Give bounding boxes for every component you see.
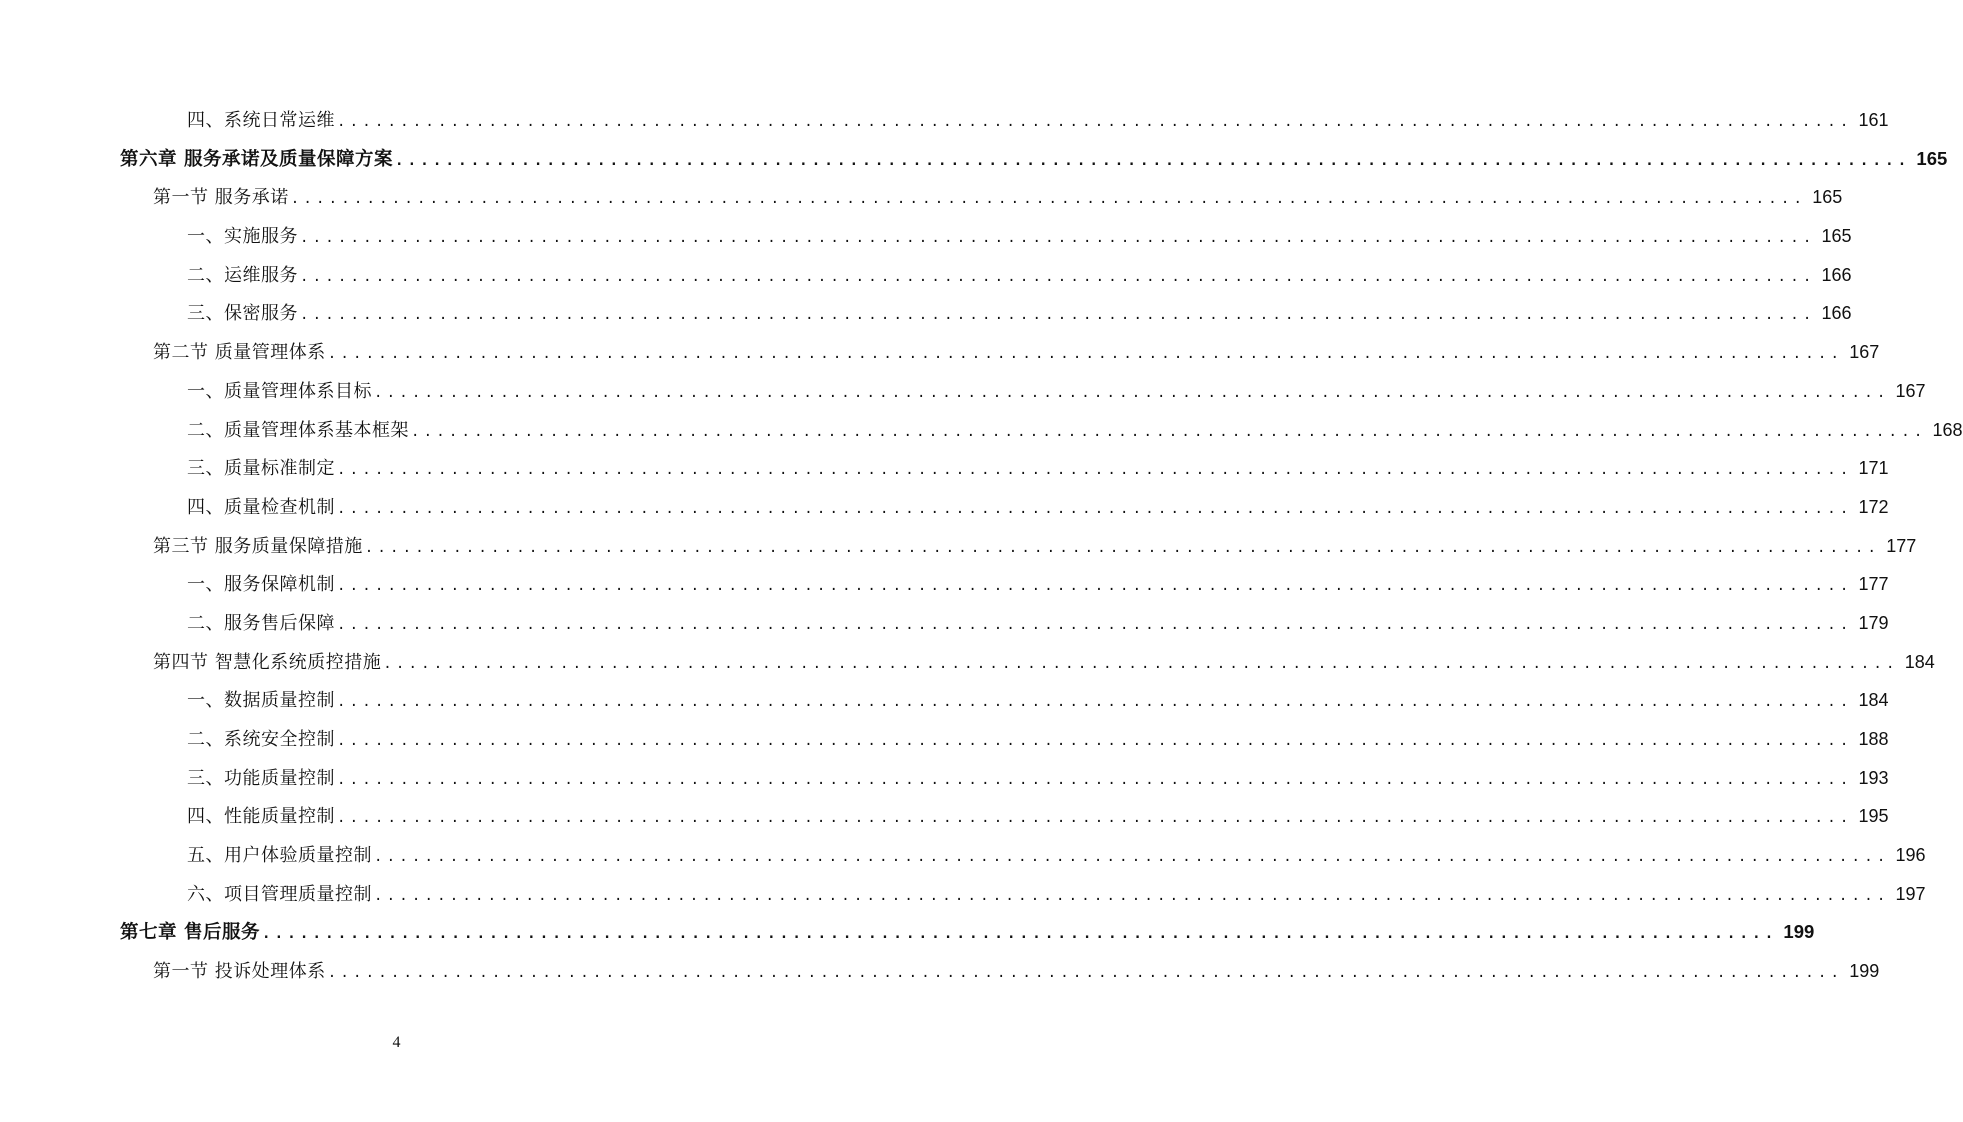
toc-leader-dots: ........................................................................................................................	[300, 268, 1816, 285]
toc-entry-page: 193	[1858, 767, 1889, 788]
toc-entry-label: 五、用户体验质量控制	[187, 845, 372, 867]
toc-leader-dots: ........................................................................................................................	[374, 384, 1890, 401]
toc-entry-label: 二、系统安全控制	[187, 729, 335, 750]
toc-entry-page: 166	[1821, 303, 1852, 324]
toc-entry-page: 179	[1858, 612, 1889, 633]
toc-entry-page: 199	[1783, 921, 1815, 943]
toc-subsection-entry[interactable]	[0, 217, 1852, 256]
toc-entry-label: 二、运维服务	[187, 264, 298, 286]
toc-subsection-entry[interactable]	[0, 720, 1889, 759]
toc-section-entry[interactable]	[0, 333, 1880, 372]
toc-entry-label: 第七章 售后服务	[120, 922, 260, 944]
table-of-contents	[0, 101, 1963, 991]
toc-leader-dots: ........................................................................................................................	[337, 578, 1853, 595]
toc-entry-label: 二、服务售后保障	[187, 612, 335, 634]
toc-entry-page: 168	[1932, 419, 1963, 440]
toc-section-entry[interactable]	[0, 643, 1935, 682]
toc-entry-page: 172	[1858, 496, 1889, 517]
toc-chapter-entry[interactable]	[0, 913, 1815, 952]
toc-entry-page: 184	[1904, 651, 1935, 672]
toc-leader-dots: ........................................................................................................................	[337, 810, 1853, 827]
toc-section-entry[interactable]	[0, 178, 1843, 217]
toc-entry-page: 165	[1916, 147, 1948, 169]
toc-entry-label: 四、质量检查机制	[187, 496, 335, 518]
toc-leader-dots: ........................................................................................................................	[337, 462, 1853, 479]
toc-entry-page: 177	[1858, 574, 1889, 595]
toc-entry-label: 二、质量管理体系基本框架	[187, 419, 409, 441]
toc-subsection-entry[interactable]	[0, 488, 1889, 527]
toc-entry-page: 161	[1858, 110, 1889, 130]
toc-entry-label: 四、性能质量控制	[187, 806, 335, 828]
toc-entry-page: 199	[1849, 961, 1880, 982]
toc-leader-dots: ........................................................................................................................	[383, 655, 1899, 672]
toc-section-entry[interactable]	[0, 527, 1917, 566]
toc-entry-label: 第二节 质量管理体系	[153, 342, 326, 364]
toc-entry-label: 第一节 服务承诺	[153, 187, 289, 209]
toc-subsection-entry[interactable]	[0, 759, 1889, 798]
toc-leader-dots: ........................................................................................................................	[300, 230, 1816, 247]
toc-leader-dots: ........................................................................................................................	[290, 191, 1807, 208]
toc-entry-page: 195	[1858, 806, 1889, 827]
toc-entry-label: 三、功能质量控制	[187, 767, 335, 789]
toc-entry-page: 167	[1849, 342, 1880, 363]
toc-entry-label: 第一节 投诉处理体系	[153, 961, 326, 983]
toc-entry-label: 第四节 智慧化系统质控措施	[153, 651, 382, 673]
toc-leader-dots: ........................................................................................................................	[337, 771, 1853, 788]
toc-leader-dots: ........................................................................................................................	[364, 539, 1881, 556]
toc-entry-page: 167	[1895, 380, 1926, 401]
toc-subsection-entry[interactable]	[0, 875, 1926, 914]
toc-entry-label: 四、系统日常运维	[187, 110, 335, 131]
toc-entry-page: 188	[1858, 729, 1889, 749]
toc-subsection-entry[interactable]	[0, 565, 1889, 604]
toc-chapter-entry[interactable]	[0, 140, 1948, 179]
toc-entry-label: 第六章 服务承诺及质量保障方案	[120, 148, 393, 170]
page-number: 4	[392, 1034, 401, 1051]
toc-entry-page: 177	[1886, 535, 1917, 556]
toc-subsection-entry[interactable]	[0, 101, 1889, 140]
toc-leader-dots: ........................................................................................................................	[300, 307, 1816, 324]
toc-subsection-entry[interactable]	[0, 604, 1889, 643]
toc-entry-page: 165	[1821, 226, 1852, 247]
toc-entry-label: 一、质量管理体系目标	[187, 380, 372, 402]
toc-entry-page: 171	[1858, 458, 1889, 479]
toc-entry-page: 165	[1812, 187, 1843, 208]
toc-entry-label: 三、质量标准制定	[187, 458, 335, 480]
toc-leader-dots: ........................................................................................................................	[261, 926, 1778, 943]
toc-subsection-entry[interactable]	[0, 449, 1889, 488]
toc-entry-label: 一、服务保障机制	[187, 574, 335, 596]
toc-leader-dots: ........................................................................................................................	[337, 733, 1853, 749]
toc-leader-dots: ........................................................................................................................	[327, 965, 1844, 982]
toc-leader-dots: ........................................................................................................................	[411, 423, 1927, 440]
toc-entry-label: 一、数据质量控制	[187, 690, 335, 712]
toc-entry-label: 三、保密服务	[187, 303, 298, 325]
toc-leader-dots: ........................................................................................................................	[337, 616, 1853, 633]
toc-entry-page: 196	[1895, 845, 1926, 866]
toc-entry-label: 第三节 服务质量保障措施	[153, 535, 363, 557]
toc-subsection-entry[interactable]	[0, 372, 1926, 411]
toc-entry-label: 六、项目管理质量控制	[187, 883, 372, 905]
toc-subsection-entry[interactable]	[0, 294, 1852, 333]
toc-leader-dots: ........................................................................................................................	[374, 849, 1890, 866]
toc-leader-dots: ........................................................................................................................	[394, 152, 1911, 169]
toc-subsection-entry[interactable]	[0, 836, 1926, 875]
toc-subsection-entry[interactable]	[0, 256, 1852, 295]
toc-entry-page: 184	[1858, 690, 1889, 711]
toc-leader-dots: ........................................................................................................................	[337, 114, 1853, 130]
toc-entry-page: 197	[1895, 883, 1926, 904]
toc-section-entry[interactable]	[0, 952, 1880, 991]
toc-leader-dots: ........................................................................................................................	[337, 694, 1853, 711]
toc-entry-label: 一、实施服务	[187, 226, 298, 248]
toc-subsection-entry[interactable]	[0, 411, 1963, 450]
toc-leader-dots: ........................................................................................................................	[327, 346, 1844, 363]
toc-leader-dots: ........................................................................................................................	[337, 500, 1853, 517]
toc-subsection-entry[interactable]	[0, 797, 1889, 836]
toc-entry-page: 166	[1821, 264, 1852, 285]
toc-leader-dots: ........................................................................................................................	[374, 887, 1890, 904]
toc-subsection-entry[interactable]	[0, 681, 1889, 720]
